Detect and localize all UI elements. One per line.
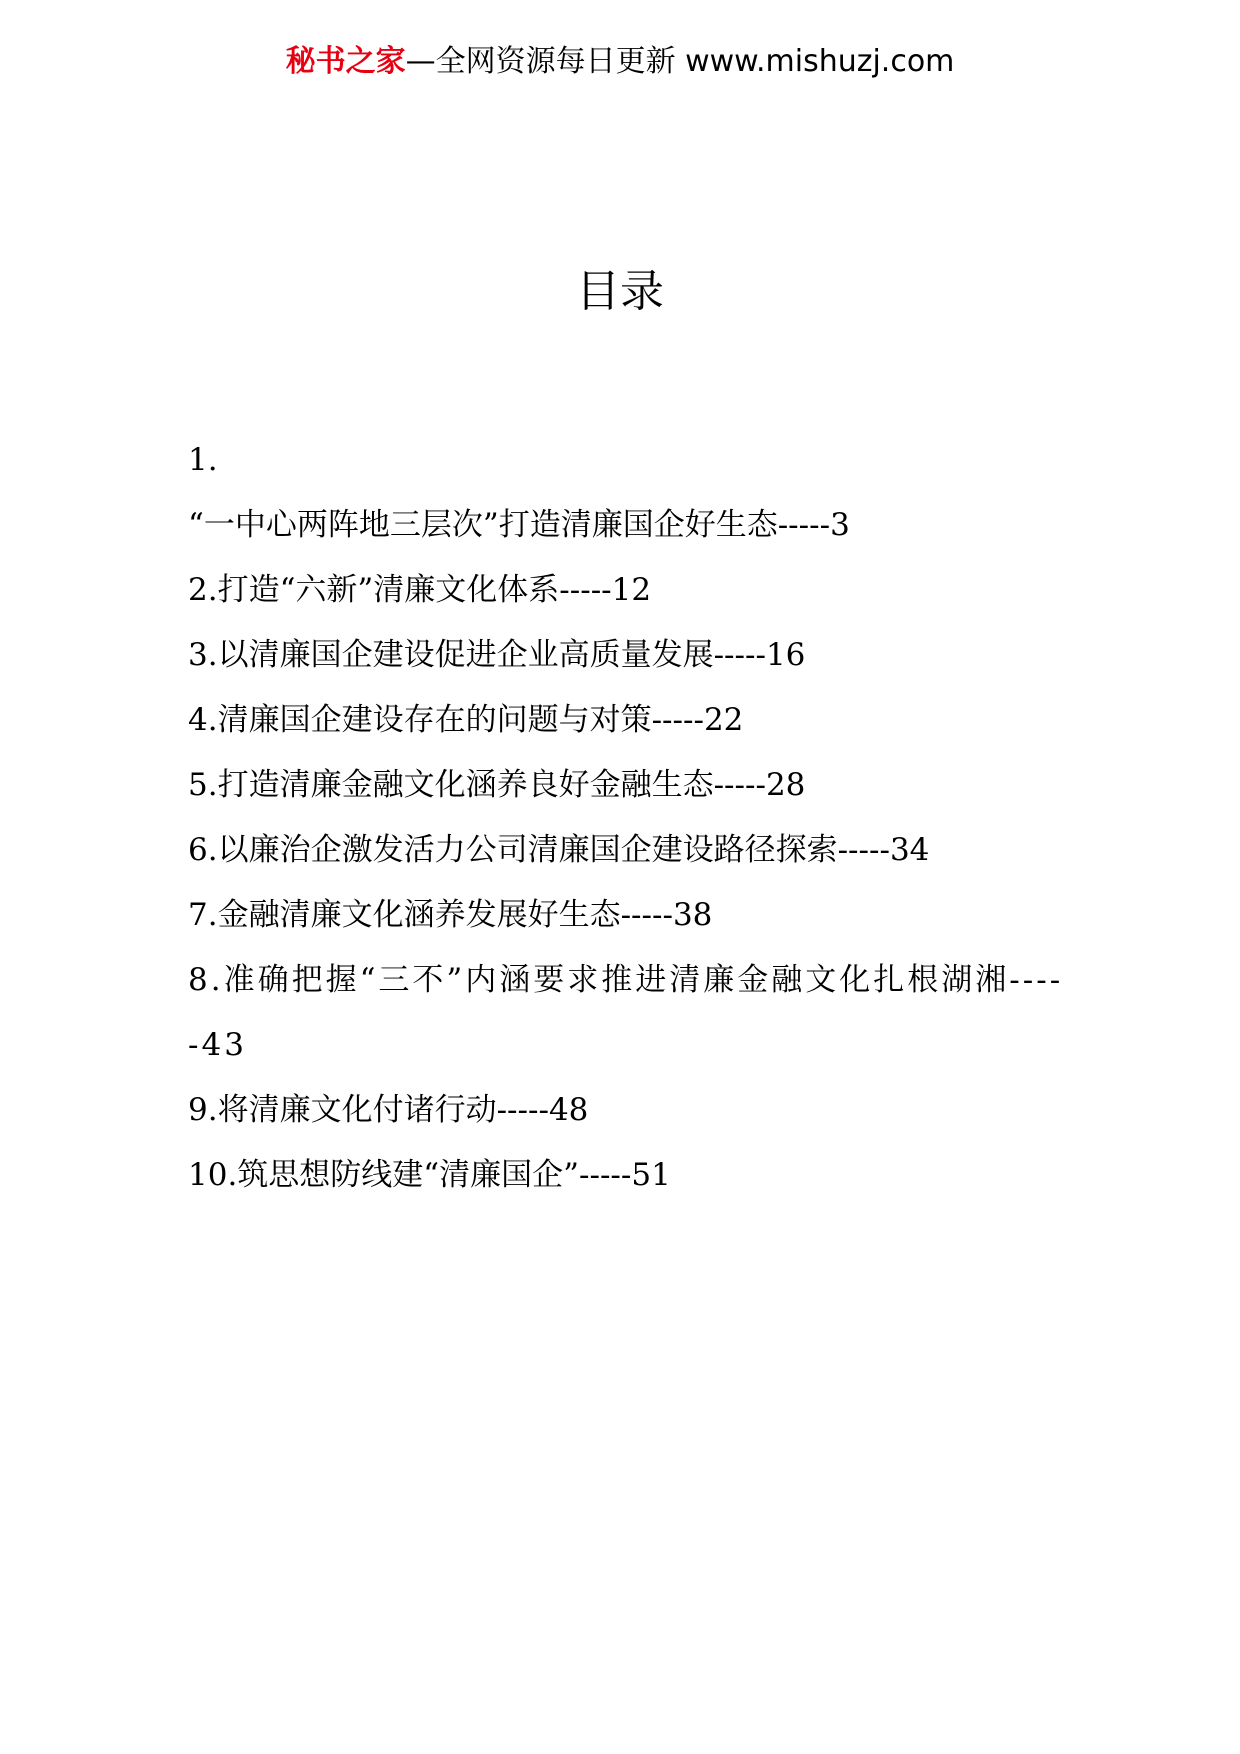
- toc-item-number: 9.: [188, 1092, 218, 1128]
- page-title: 目录: [576, 266, 664, 317]
- toc-item-2[interactable]: [188, 558, 1068, 623]
- toc-item-title: “一中心两阵地三层次”打造清廉国企好生态-----3: [188, 507, 850, 543]
- toc-item-number: 3.: [188, 637, 218, 673]
- toc-item-title: 打造清廉金融文化涵养良好金融生态-----28: [217, 767, 806, 803]
- toc-item-number: 8.: [188, 962, 224, 998]
- toc-item-3[interactable]: [188, 623, 1068, 688]
- toc-item-number: 5.: [188, 767, 218, 803]
- toc-item-6[interactable]: [188, 818, 1068, 883]
- table-of-contents: [188, 428, 1068, 1208]
- toc-item-title: 以廉治企激发活力公司清廉国企建设路径探索-----34: [217, 832, 930, 868]
- toc-item-number: 1.: [188, 442, 218, 478]
- brand-name: 秘书之家: [285, 44, 406, 79]
- toc-item-title: 打造“六新”清廉文化体系-----12: [217, 572, 652, 608]
- toc-item-4[interactable]: [188, 688, 1068, 753]
- site-header: [0, 42, 1240, 82]
- toc-item-7[interactable]: [188, 883, 1068, 948]
- toc-item-1[interactable]: [188, 428, 1068, 558]
- toc-item-number: 10.: [188, 1157, 238, 1193]
- toc-item-title: 金融清廉文化涵养发展好生态-----38: [217, 897, 713, 933]
- toc-item-number: 7.: [188, 897, 218, 933]
- toc-item-5[interactable]: [188, 753, 1068, 818]
- toc-item-title: 准确把握“三不”内涵要求推进清廉金融文化扎根湖湘-----43: [188, 962, 1064, 1063]
- site-tagline: —全网资源每日更新 www.mishuzj.com: [405, 44, 955, 79]
- toc-item-10[interactable]: [188, 1143, 1068, 1208]
- toc-item-title: 清廉国企建设存在的问题与对策-----22: [217, 702, 744, 738]
- toc-item-8[interactable]: [188, 948, 1068, 1078]
- toc-item-9[interactable]: [188, 1078, 1068, 1143]
- toc-item-title: 将清廉文化付诸行动-----48: [217, 1092, 589, 1128]
- toc-item-number: 6.: [188, 832, 218, 868]
- toc-item-title: 以清廉国企建设促进企业高质量发展-----16: [217, 637, 806, 673]
- toc-item-number: 4.: [188, 702, 218, 738]
- toc-item-number: 2.: [188, 572, 218, 608]
- toc-item-title: 筑思想防线建“清廉国企”-----51: [237, 1157, 671, 1193]
